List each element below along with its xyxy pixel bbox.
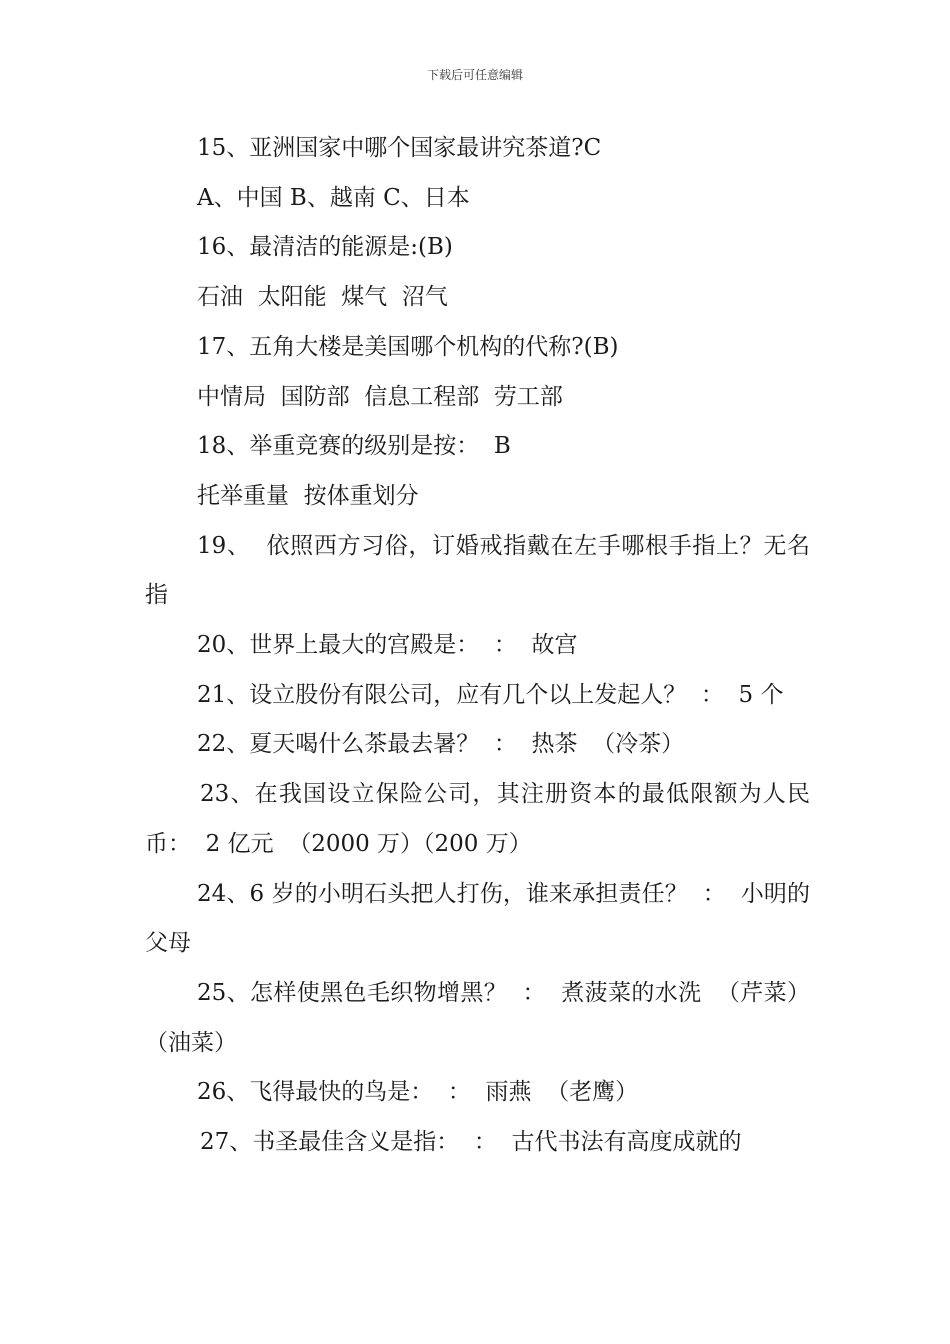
question-20: 20、世界上最大的宫殿是： ： 故宫: [197, 632, 578, 659]
options-17: 中情局 国防部 信息工程部 劳工部: [197, 383, 563, 410]
question-19: 19、 依照西方习俗，订婚戒指戴在左手哪根手指上？无名指: [145, 532, 810, 609]
question-18: 18、举重竞赛的级别是按： B: [197, 433, 511, 460]
question-27: 27、书圣最佳含义是指： ： 古代书法有高度成就的: [200, 1129, 742, 1156]
question-16: 16、最清洁的能源是:(B): [197, 234, 453, 261]
question-23: 23、在我国设立保险公司，其注册资本的最低限额为人民币： 2 亿元 （2000 万）（200 万）: [145, 781, 810, 857]
question-25: 25、怎样使黑色毛织物增黑？ ： 煮菠菜的水洗 （芹菜）（油菜）: [145, 979, 810, 1056]
page-header-note: 下载后可任意编辑: [426, 68, 523, 82]
question-22: 22、夏天喝什么茶最去暑？ ： 热茶 （冷茶）: [197, 731, 685, 758]
question-21: 21、设立股份有限公司，应有几个以上发起人？ ： 5 个: [197, 681, 784, 708]
question-17: 17、五角大楼是美国哪个机构的代称?(B): [197, 333, 619, 360]
options-18: 托举重量 按体重划分: [197, 482, 419, 509]
question-24: 24、6 岁的小明石头把人打伤，谁来承担责任？ ： 小明的父母: [145, 880, 810, 957]
question-15: 15、亚洲国家中哪个国家最讲究茶道?C: [197, 135, 602, 161]
options-16: 石油 太阳能 煤气 沼气: [197, 284, 448, 311]
options-15: A、中国 B、越南 C、日本: [197, 184, 470, 211]
document-body: [145, 124, 810, 1168]
question-26: 26、飞得最快的鸟是： ： 雨燕 （老鹰）: [197, 1079, 639, 1106]
